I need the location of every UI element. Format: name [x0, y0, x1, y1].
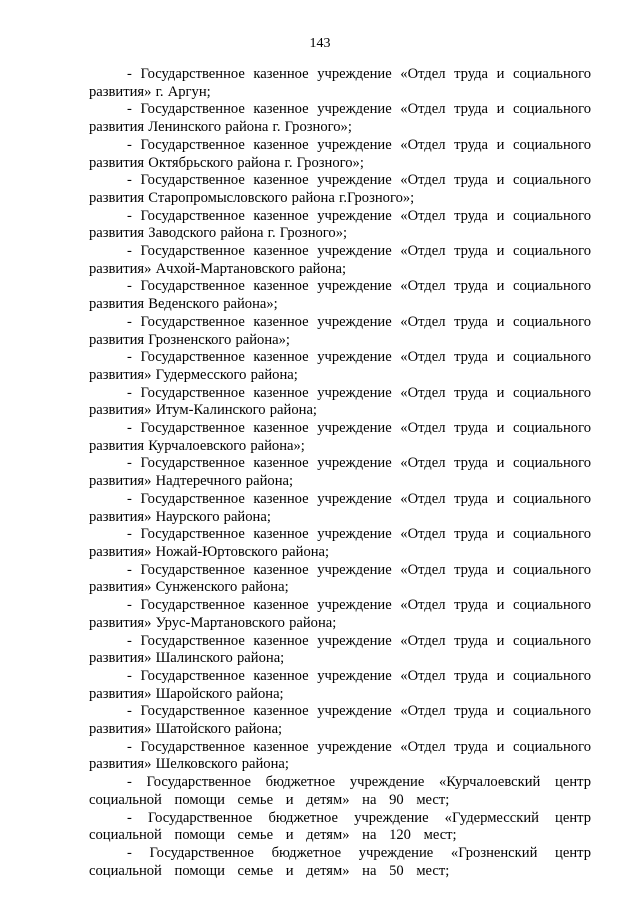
- list-item: - Государственное бюджетное учреждение «Гудермесский центр социальной помощи семье и детям» на 120 мест;: [89, 809, 591, 844]
- page-number: 143: [309, 36, 331, 51]
- list-item: - Государственное казенное учреждение «Отдел труда и социального развития Старопромысловского района г.Грозного»;: [89, 172, 591, 206]
- list-item: - Государственное казенное учреждение «Отдел труда и социального развития Курчалоевского района»;: [89, 420, 591, 454]
- list-item: - Государственное казенное учреждение «Отдел труда и социального развития» Сунженского района;: [89, 561, 591, 596]
- list-item: - Государственное казенное учреждение «Отдел труда и социального развития» Урус-Мартановского района;: [89, 597, 591, 631]
- list-item: - Государственное казенное учреждение «Отдел труда и социального развития Веденского района»;: [89, 278, 591, 313]
- list-item: - Государственное казенное учреждение «Отдел труда и социального развития» Шалинского района;: [89, 632, 591, 667]
- list-item: - Государственное казенное учреждение «Отдел труда и социального развития» Наурского района;: [89, 490, 591, 525]
- list-item: - Государственное казенное учреждение «Отдел труда и социального развития» Ачхой-Мартановского района;: [89, 243, 591, 277]
- list-item: - Государственное бюджетное учреждение «Курчалоевский центр социальной помощи семье и детям» на 90 мест;: [89, 774, 591, 808]
- list-item: - Государственное казенное учреждение «Отдел труда и социального развития Грозненского района»;: [89, 313, 591, 348]
- institution-list: [89, 66, 591, 880]
- list-item: - Государственное казенное учреждение «Отдел труда и социального развития» Надтеречного района;: [89, 455, 591, 490]
- list-item: - Государственное казенное учреждение «Отдел труда и социального развития» Ножай-Юртовского района;: [89, 526, 591, 560]
- list-item: - Государственное казенное учреждение «Отдел труда и социального развития» Шатойского района;: [89, 703, 591, 738]
- list-item: - Государственное казенное учреждение «Отдел труда и социального развития» Итум-Калинского района;: [89, 384, 591, 419]
- list-item: - Государственное казенное учреждение «Отдел труда и социального развития Ленинского района г. Грозного»;: [89, 101, 591, 136]
- list-item: - Государственное казенное учреждение «Отдел труда и социального развития» Шаройского района;: [89, 667, 591, 702]
- list-item: - Государственное казенное учреждение «Отдел труда и социального развития» Гудермесского района;: [89, 349, 591, 383]
- list-item: - Государственное казенное учреждение «Отдел труда и социального развития Октябрьского района г. Грозного»;: [89, 136, 591, 171]
- list-item: - Государственное казенное учреждение «Отдел труда и социального развития» г. Аргун;: [89, 66, 591, 100]
- list-item: - Государственное бюджетное учреждение «Грозненский центр социальной помощи семье и детям» на 50 мест;: [89, 844, 591, 879]
- list-item: - Государственное казенное учреждение «Отдел труда и социального развития» Шелковского района;: [89, 738, 591, 773]
- list-item: - Государственное казенное учреждение «Отдел труда и социального развития Заводского района г. Грозного»;: [89, 207, 591, 242]
